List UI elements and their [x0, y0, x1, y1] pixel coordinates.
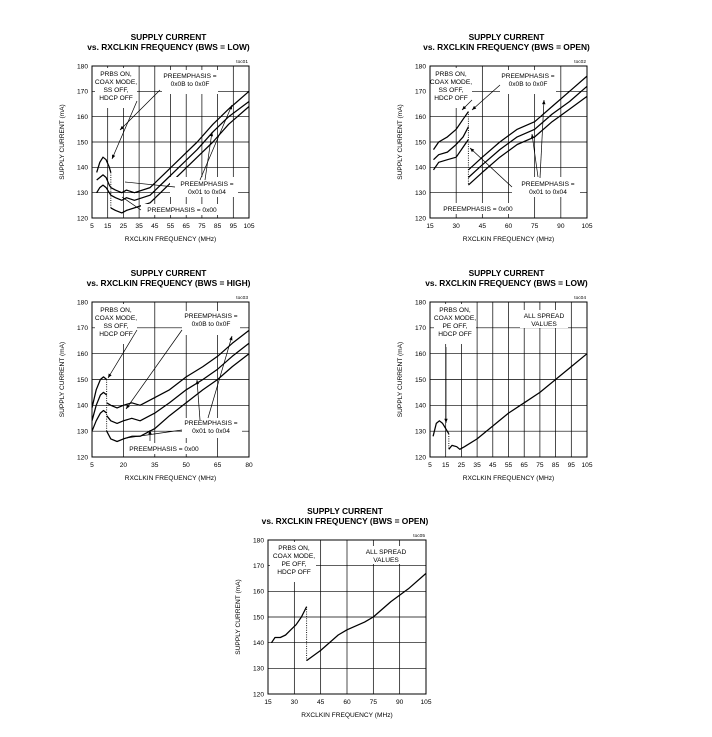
x-tick-label: 60 [343, 699, 351, 706]
y-tick-label: 140 [76, 164, 88, 172]
series-line-1 [433, 421, 449, 437]
x-tick-label: 75 [530, 223, 539, 230]
y-tick-label: 150 [76, 376, 88, 384]
annotation-text: 0x0B to 0x0F [170, 81, 210, 88]
x-tick-label: 55 [504, 462, 513, 469]
x-tick-label: 5 [428, 462, 432, 469]
figure-code: toc04 [574, 296, 586, 301]
annotation-text: PREEMPHASIS = [184, 420, 238, 427]
annotation-text: COAX MODE, [94, 79, 138, 86]
annotation-text: COAX MODE, [429, 79, 473, 86]
chart-title: SUPPLY CURRENT [130, 32, 207, 42]
annotation-text: COAX MODE, [94, 315, 138, 322]
series-line-5 [468, 86, 587, 177]
x-tick-label: 15 [104, 223, 112, 230]
x-tick-label: 95 [229, 223, 237, 230]
x-tick-label: 65 [520, 462, 528, 469]
x-tick-label: 85 [213, 223, 222, 230]
x-tick-label: 30 [452, 223, 460, 230]
annotation-text: SS OFF, [103, 323, 129, 330]
x-tick-label: 80 [245, 462, 253, 469]
y-tick-label: 130 [414, 428, 426, 436]
x-tick-label: 45 [478, 223, 487, 230]
chart-subtitle: vs. RXCLKIN FREQUENCY (BWS = OPEN) [261, 516, 429, 526]
arrowhead [229, 336, 232, 341]
x-tick-label: 5 [90, 223, 94, 230]
annotation-text: PRBS ON, [439, 307, 471, 314]
annotation-text: PREEMPHASIS = [501, 73, 555, 80]
x-axis-label: RXCLKIN FREQUENCY (MHz) [462, 236, 555, 243]
x-tick-label: 25 [119, 223, 128, 230]
annotation-text: SS OFF, [103, 87, 129, 94]
y-tick-label: 120 [414, 215, 426, 223]
chart-3 [59, 268, 253, 482]
annotation-text: 0x01 to 0x04 [192, 428, 230, 435]
x-tick-label: 65 [182, 223, 190, 230]
annotation-text: 0x0B to 0x0F [191, 321, 231, 328]
x-tick-label: 55 [166, 223, 175, 230]
y-tick-label: 120 [414, 454, 426, 462]
y-tick-label: 180 [76, 299, 88, 307]
annotation-leader [200, 105, 232, 180]
y-tick-label: 120 [76, 215, 88, 223]
annotation-leader [208, 336, 232, 418]
y-tick-label: 120 [76, 454, 88, 462]
x-tick-label: 45 [316, 699, 325, 706]
annotation-text: PE OFF, [442, 323, 468, 330]
annotation-text: PE OFF, [281, 561, 307, 568]
annotation-text: ALL SPREAD [365, 549, 407, 556]
annotation-text: HDCP OFF [99, 331, 133, 338]
y-axis-label: SUPPLY CURRENT (mA) [397, 104, 404, 180]
annotation-text: 0x01 to 0x04 [529, 189, 567, 196]
x-tick-label: 105 [581, 223, 593, 230]
y-tick-label: 180 [252, 537, 264, 545]
annotation-text: PREEMPHASIS = [521, 181, 575, 188]
annotation-text: 0x01 to 0x04 [188, 189, 226, 196]
y-tick-label: 160 [76, 350, 88, 358]
x-tick-label: 65 [213, 462, 222, 469]
annotation-text: PREEMPHASIS = 0x00 [129, 446, 199, 453]
y-tick-label: 140 [76, 402, 88, 410]
x-axis-label: RXCLKIN FREQUENCY (MHz) [124, 475, 217, 482]
series-line-6 [468, 96, 587, 185]
y-tick-label: 130 [76, 428, 88, 436]
y-tick-label: 170 [76, 88, 88, 96]
figure-code: toc03 [236, 296, 248, 301]
y-tick-label: 140 [252, 639, 264, 647]
y-tick-label: 150 [76, 139, 88, 147]
chart-subtitle: vs. RXCLKIN FREQUENCY (BWS = LOW) [425, 278, 588, 288]
x-tick-label: 15 [426, 223, 434, 230]
y-tick-label: 150 [414, 139, 426, 147]
y-tick-label: 180 [414, 63, 426, 71]
x-tick-label: 15 [264, 699, 272, 706]
y-axis-label: SUPPLY CURRENT (mA) [59, 341, 66, 418]
annotation-text: VALUES [531, 321, 557, 328]
x-tick-label: 15 [442, 462, 450, 469]
chart-subtitle: vs. RXCLKIN FREQUENCY (BWS = LOW) [87, 42, 250, 52]
y-tick-label: 180 [414, 299, 426, 307]
y-tick-label: 140 [414, 402, 426, 410]
figure-code: toc05 [413, 534, 425, 539]
y-axis-label: SUPPLY CURRENT (mA) [235, 579, 242, 655]
y-tick-label: 130 [414, 189, 426, 197]
chart-title: SUPPLY CURRENT [468, 32, 545, 42]
annotation-text: PRBS ON, [435, 71, 467, 78]
annotation-text: HDCP OFF [277, 569, 311, 576]
y-tick-label: 170 [76, 325, 88, 333]
chart-subtitle: vs. RXCLKIN FREQUENCY (BWS = OPEN) [423, 42, 590, 52]
chart-5 [235, 506, 432, 719]
chart-subtitle: vs. RXCLKIN FREQUENCY (BWS = HIGH) [86, 278, 251, 288]
chart-4 [397, 268, 593, 482]
annotation-text: PREEMPHASIS = [184, 313, 238, 320]
annotation-text: PREEMPHASIS = [180, 181, 234, 188]
x-tick-label: 5 [90, 462, 94, 469]
x-tick-label: 20 [119, 462, 128, 469]
annotation-text: VALUES [373, 557, 399, 564]
annotation-text: SS OFF, [438, 87, 464, 94]
x-axis-label: RXCLKIN FREQUENCY (MHz) [301, 712, 393, 719]
x-tick-label: 90 [395, 699, 404, 706]
annotation-text: PRBS ON, [278, 545, 310, 552]
x-tick-label: 45 [151, 223, 159, 230]
y-tick-label: 150 [252, 614, 264, 622]
x-tick-label: 25 [457, 462, 466, 469]
arrowhead [531, 134, 534, 138]
y-tick-label: 160 [414, 350, 426, 358]
chart-title: SUPPLY CURRENT [130, 268, 207, 278]
x-tick-label: 50 [182, 462, 190, 469]
x-axis-label: RXCLKIN FREQUENCY (MHz) [462, 475, 555, 482]
y-tick-label: 180 [76, 63, 88, 71]
y-tick-label: 150 [414, 376, 426, 384]
annotation-text: PREEMPHASIS = [163, 73, 217, 80]
x-tick-label: 30 [290, 699, 299, 706]
y-tick-label: 170 [414, 88, 426, 96]
y-tick-label: 140 [414, 164, 426, 172]
annotation-text: 0x0B to 0x0F [508, 81, 548, 88]
arrowhead [542, 100, 545, 104]
x-tick-label: 35 [473, 462, 481, 469]
x-tick-label: 105 [581, 462, 593, 469]
y-axis-label: SUPPLY CURRENT (mA) [59, 104, 66, 180]
y-tick-label: 160 [252, 588, 264, 596]
annotation-leader [472, 85, 500, 110]
x-tick-label: 85 [551, 462, 560, 469]
y-tick-label: 120 [252, 691, 264, 699]
x-tick-label: 105 [420, 699, 432, 706]
y-tick-label: 160 [76, 113, 88, 121]
x-tick-label: 60 [504, 223, 513, 230]
series-line-1 [92, 377, 107, 408]
y-tick-label: 130 [76, 189, 88, 197]
annotation-text: COAX MODE, [272, 553, 316, 560]
annotation-text: ALL SPREAD [523, 313, 565, 320]
x-tick-label: 90 [557, 223, 565, 230]
chart-title: SUPPLY CURRENT [307, 506, 383, 516]
x-tick-label: 35 [135, 223, 143, 230]
figure-code: toc01 [236, 60, 248, 65]
series-line-1 [272, 607, 307, 643]
chart-2 [397, 32, 593, 243]
arrowhead [112, 154, 115, 159]
annotation-text: PREEMPHASIS = 0x00 [443, 206, 513, 213]
arrowhead [444, 419, 447, 423]
y-tick-label: 170 [252, 562, 264, 570]
x-tick-label: 75 [369, 699, 378, 706]
x-tick-label: 75 [198, 223, 206, 230]
y-tick-label: 170 [414, 325, 426, 333]
annotation-text: HDCP OFF [438, 331, 472, 338]
x-tick-label: 35 [151, 462, 159, 469]
annotation-text: PREEMPHASIS = 0x00 [147, 207, 217, 214]
annotation-leader [197, 380, 200, 420]
annotation-leader [112, 101, 137, 159]
figure-code: toc02 [574, 60, 586, 65]
x-tick-label: 75 [536, 462, 544, 469]
chart-title: SUPPLY CURRENT [468, 268, 545, 278]
x-axis-label: RXCLKIN FREQUENCY (MHz) [124, 236, 217, 243]
series-line-2 [434, 127, 469, 160]
annotation-text: PRBS ON, [100, 71, 132, 78]
x-tick-label: 45 [489, 462, 497, 469]
y-tick-label: 160 [414, 113, 426, 121]
series-line-2 [449, 354, 587, 450]
series-line-1 [434, 112, 469, 150]
y-tick-label: 130 [252, 665, 264, 673]
annotation-leader [125, 182, 175, 187]
annotation-text: HDCP OFF [99, 95, 133, 102]
annotation-text: HDCP OFF [434, 95, 468, 102]
arrowhead [108, 374, 112, 378]
x-tick-label: 105 [243, 223, 255, 230]
annotation-text: PRBS ON, [100, 307, 132, 314]
annotation-text: COAX MODE, [433, 315, 477, 322]
x-tick-label: 95 [567, 462, 575, 469]
series-line-1 [97, 157, 111, 172]
annotation-leader [540, 100, 544, 178]
chart-1 [59, 32, 255, 243]
series-line-3 [97, 185, 111, 195]
y-axis-label: SUPPLY CURRENT (mA) [397, 341, 404, 418]
